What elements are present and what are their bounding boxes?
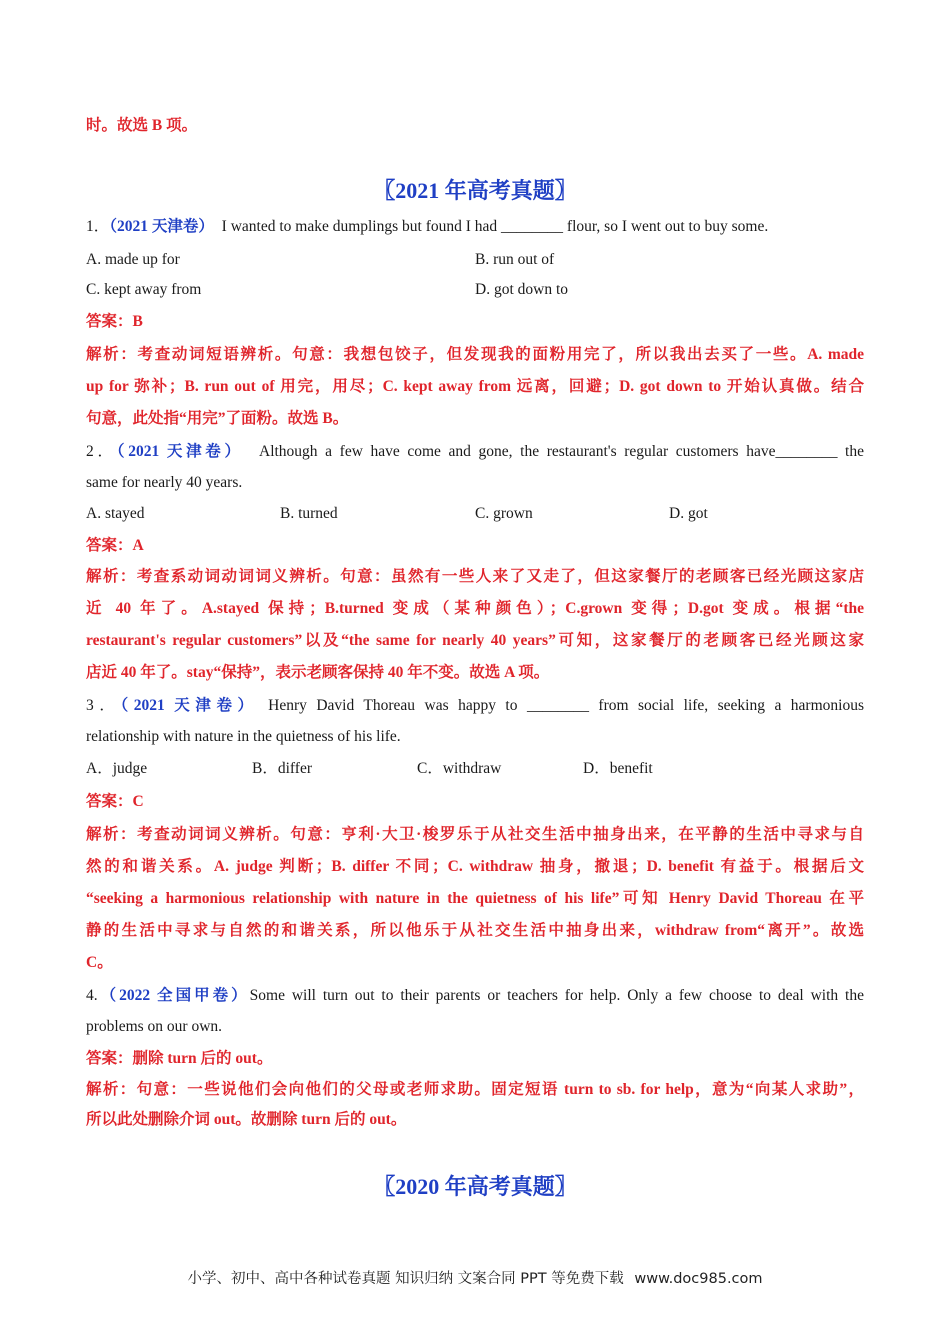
question-2-stem bbox=[86, 442, 864, 462]
question-3-answer: 答案：C bbox=[86, 793, 144, 810]
question-1-option-c: C. kept away from bbox=[86, 281, 202, 298]
question-2-stem-continued: same for nearly 40 years. bbox=[86, 474, 243, 491]
question-2-option-b: B. turned bbox=[280, 505, 338, 522]
question-1-answer: 答案：B bbox=[86, 313, 143, 330]
question-2-analysis-line: 解析：考查系动词动词词义辨析。句意：虽然有一些人来了又走了，但这家餐厅的老顾客已经光顾这家店 bbox=[86, 568, 864, 585]
question-2-answer: 答案：A bbox=[86, 537, 144, 554]
question-3-option-a: A．judge bbox=[86, 760, 148, 777]
question-1-source: （2021 天津卷） bbox=[109, 218, 214, 235]
question-2-text: Although a few have come and gone, the restaurant's regular customers have________ the bbox=[259, 443, 864, 460]
question-3-analysis-line: 静的生活中寻求与自然的和谐关系，所以他乐于从社交生活中抽身出来，withdraw from“离开”。故选 bbox=[86, 922, 864, 939]
question-1-stem bbox=[86, 217, 768, 237]
question-2-analysis-line: 近 40 年了。A.stayed 保持；B.turned 变成（某种颜色）；C.grown 变得；D.got 变成。根据“the bbox=[86, 600, 864, 617]
page-footer bbox=[0, 1267, 950, 1288]
footer-site-link[interactable]: www.doc985.com bbox=[634, 1271, 763, 1287]
question-3-text: Henry David Thoreau was happy to ________ from social life, seeking a harmonious bbox=[268, 697, 864, 714]
question-4-analysis-line: 解析：句意：一些说他们会向他们的父母或老师求助。固定短语 turn to sb. for help，意为“向某人求助”， bbox=[86, 1081, 864, 1098]
question-1-option-d: D. got down to bbox=[475, 281, 568, 298]
question-3-option-c: C．withdraw bbox=[417, 760, 502, 777]
question-4-stem bbox=[86, 986, 864, 1006]
question-1-number: 1． bbox=[86, 218, 110, 235]
question-3-number: 3． bbox=[86, 697, 121, 714]
question-4-analysis-line: 所以此处删除介词 out。故删除 turn 后的 out。 bbox=[86, 1111, 407, 1128]
question-4-answer: 答案：删除 turn 后的 out。 bbox=[86, 1050, 273, 1067]
question-2-number: 2． bbox=[86, 443, 117, 460]
question-3-analysis-line: C。 bbox=[86, 954, 113, 971]
question-4-text: Some will turn out to their parents or teachers for help. Only a few choose to deal with the bbox=[249, 987, 864, 1004]
question-3-stem bbox=[86, 696, 864, 716]
question-1-option-b: B. run out of bbox=[475, 251, 555, 268]
question-3-source: （2021 天津卷） bbox=[120, 697, 259, 714]
question-3-analysis-line: 然的和谐关系。A. judge 判断；B. differ 不同；C. withdraw 抽身，撤退；D. benefit 有益于。根据后文 bbox=[86, 858, 864, 875]
question-2-option-a: A. stayed bbox=[86, 505, 145, 522]
question-1-option-a: A. made up for bbox=[86, 251, 180, 268]
question-2-option-c: C. grown bbox=[475, 505, 533, 522]
question-1-analysis-line: 句意，此处指“用完”了面粉。故选 B。 bbox=[86, 410, 349, 427]
question-3-analysis-line: “seeking a harmonious relationship with nature in the quietness of his life”可知 Henry David Thoreau 在平 bbox=[86, 890, 864, 907]
question-3-analysis-line: 解析：考查动词词义辨析。句意：亨利·大卫·梭罗乐于从社交生活中抽身出来，在平静的生活中寻求与自 bbox=[86, 826, 864, 843]
continued-analysis-line: 时。故选 B 项。 bbox=[86, 117, 198, 134]
question-2-analysis-line: 店近 40 年了。stay“保持”，表示老顾客保持 40 年不变。故选 A 项。 bbox=[86, 664, 550, 681]
question-4-source: （2022 全国甲卷） bbox=[97, 987, 250, 1004]
question-2-analysis-line: restaurant's regular customers”以及“the same for nearly 40 years”可知，这家餐厅的老顾客已经光顾这家 bbox=[86, 632, 864, 649]
footer-text: 小学、初中、高中各种试卷真题 知识归纳 文案合同 PPT 等免费下载 bbox=[187, 1271, 624, 1287]
question-2-source: （2021 天津卷） bbox=[116, 443, 244, 460]
question-1-text: I wanted to make dumplings but found I had ________ flour, so I went out to buy some. bbox=[221, 218, 769, 235]
question-1-analysis-line: 解析：考查动词短语辨析。句意：我想包饺子，但发现我的面粉用完了，所以我出去买了一些。A. made bbox=[86, 346, 864, 363]
question-4-number: 4. bbox=[86, 987, 98, 1004]
question-2-option-d: D. got bbox=[669, 505, 708, 522]
question-3-option-b: B．differ bbox=[252, 760, 312, 777]
question-3-stem-continued: relationship with nature in the quietness of his life. bbox=[86, 728, 401, 745]
section-heading-2021: 〖2021 年高考真题〗 bbox=[373, 178, 577, 203]
section-heading-2020: 〖2020 年高考真题〗 bbox=[373, 1174, 577, 1199]
question-1-analysis-line: up for 弥补；B. run out of 用完，用尽；C. kept away from 远离，回避；D. got down to 开始认真做。结合 bbox=[86, 378, 864, 395]
question-4-stem-continued: problems on our own. bbox=[86, 1018, 223, 1035]
question-3-option-d: D．benefit bbox=[583, 760, 653, 777]
